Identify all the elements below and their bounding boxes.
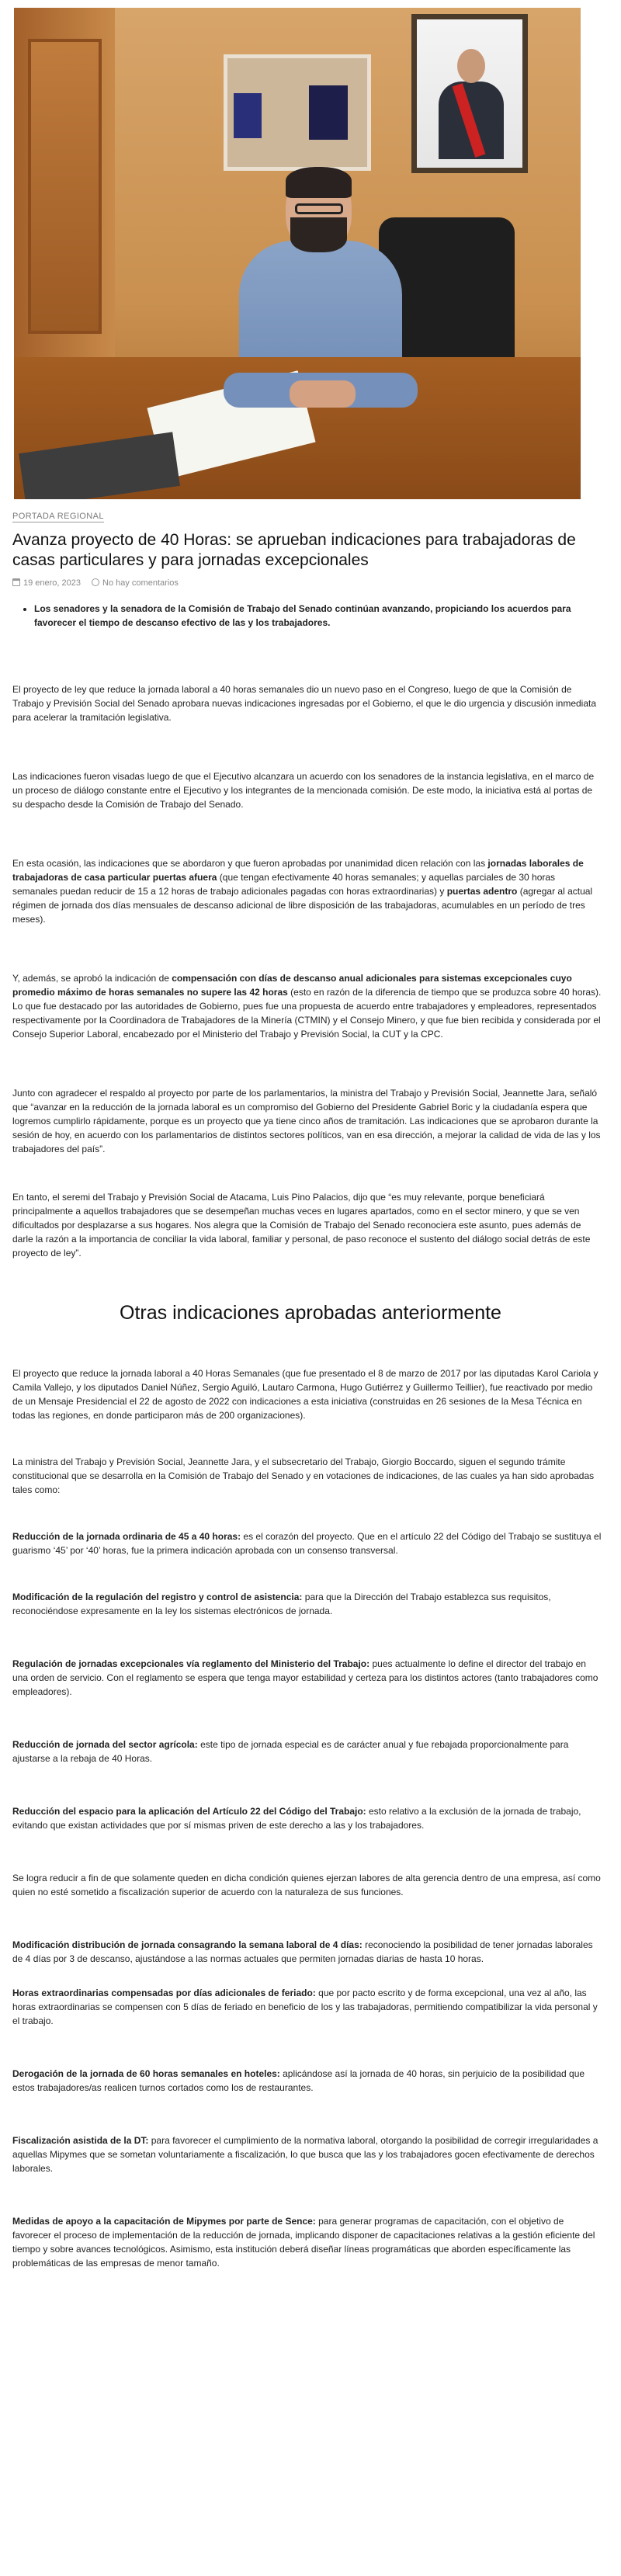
- paragraph: Regulación de jornadas excepcionales vía reglamento del Ministerio del Trabajo: pues actualmente lo define el director del trabajo en una orden de servicio. Con el reglamento se espera que tenga mayor estabilidad y certeza para los distintos actores (tanto trabajadores como empleadores).: [12, 1658, 598, 1697]
- summary-bullets: [34, 602, 593, 630]
- paragraph: Y, además, se aprobó la indicación de compensación con días de descanso anual adicionales para sistemas excepcionales cuyo promedio máximo de horas semanales no supere las 42 horas (esto en razón de la diferencia de tiempo que se produzca sobre 40 horas). Lo que fue destacado por las autoridades de Gobierno, pues fue una propuesta de acuerdo entre trabajadores y empleadores, representados respectivamente por la Coordinadora de Trabajadores de la Minería (CTMIN) y el Consejo Minero, y que fue bien recibida y considerada por el Consejo Superior Laboral, encabezado por el Ministerio del Trabajo y Previsión Social, la CUT y la CPC.: [12, 973, 602, 1040]
- paragraph: Modificación distribución de jornada consagrando la semana laboral de 4 días: reconociendo la posibilidad de tener jornadas laborales de 4 días por 3 de descanso, ajustándose a las normas actuales que permiten jornadas diarias de hasta 10 horas.: [12, 1939, 593, 1964]
- paragraph: Derogación de la jornada de 60 horas semanales en hoteles: aplicándose así la jornada de 40 horas, sin perjuicio de la posibilidad que estos trabajadores/as realicen turnos cortados como los de restaurantes.: [12, 2068, 585, 2093]
- comment-icon: [92, 578, 99, 586]
- paragraph: Las indicaciones fueron visadas luego de que el Ejecutivo alcanzara un acuerdo con los senadores de la instancia legislativa, en el marco de un proceso de diálogo constante entre el Ejecutivo y los integrantes de la mencionada comisión. De este modo, la iniciativa está al portas de su despacho desde la Comisión de Trabajo del Senado.: [12, 771, 595, 810]
- portrait-frame: [411, 14, 528, 173]
- paragraph: Reducción del espacio para la aplicación del Artículo 22 del Código del Trabajo: esto relativo a la exclusión de la jornada de trabajo, evitando que existan actividades que por sí mismas priven de este derecho a las y los trabajadores.: [12, 1806, 581, 1831]
- category-link[interactable]: PORTADA REGIONAL: [12, 512, 104, 521]
- comments-count: No hay comentarios: [102, 578, 179, 588]
- date-meta: [12, 578, 81, 588]
- paragraph: Horas extraordinarias compensadas por días adicionales de feriado: que por pacto escrito y de forma excepcional, una vez al año, las horas extraordinarias se compensen con 5 días de feriado en beneficio de los y las trabajadoras, permitiendo compatibilizar la vida personal y el trabajo.: [12, 1988, 598, 2026]
- comments-link[interactable]: [92, 578, 179, 588]
- paragraph: El proyecto que reduce la jornada laboral a 40 Horas Semanales (que fue presentado el 8 de marzo de 2017 por las diputadas Karol Cariola y Camila Vallejo, y los diputados Daniel Núñez, Sergio Aguiló, Lautaro Carmona, Hugo Gutiérrez y Guillermo Teillier), fue reactivado por medio de un Mensaje Presidencial el 22 de agosto de 2022 con indicaciones a esta iniciativa (construidas en 26 sesiones de la Mesa Técnica en todas las regiones, en donde participaron más de 200 organizaciones).: [12, 1368, 598, 1421]
- section-title: Otras indicaciones aprobadas anteriormente: [120, 1302, 501, 1324]
- paragraph: En esta ocasión, las indicaciones que se abordaron y que fueron aprobadas por unanimidad dicen relación con las jornadas laborales de trabajadoras de casa particular puertas afuera (que tengan efectivamente 40 horas semanales; y aquellas parciales de 30 horas semanales puedan reducir de 15 a 12 horas de trabajo adicionales pagadas con horas extraordinarias) y puertas adentro (agregar al actual régimen de jornada dos días mensuales de descanso adicional de libre disposición de las trabajadoras, acumulables en un período de tres meses).: [12, 858, 593, 925]
- paragraph: La ministra del Trabajo y Previsión Social, Jeannette Jara, y el subsecretario del Trabajo, Giorgio Boccardo, siguen el segundo trámite constitucional que se desarrolla en la Comisión de Trabajo del Senado y en votaciones de indicaciones, de las cuales ya han sido aprobadas tales como:: [12, 1456, 595, 1495]
- article-date: 19 enero, 2023: [23, 578, 82, 588]
- paragraph: Fiscalización asistida de la DT: para favorecer el cumplimiento de la normativa laboral, otorgando la posibilidad de corregir irregularidades a aquellas Mipymes que se sometan voluntariamente a fiscalización, lo que busca que las y los trabajadores gocen efectivamente de derechos laborales.: [12, 2135, 598, 2174]
- article-meta: [12, 578, 609, 588]
- summary-bullet: • Los senadores y la senadora de la Comisión de Trabajo del Senado continúan avanzando, propiciando los acuerdos para favorecer el tiempo de descanso efectivo de las y los trabajadores.: [34, 602, 593, 630]
- calendar-icon: [12, 578, 20, 586]
- paragraph: En tanto, el seremi del Trabajo y Previsión Social de Atacama, Luis Pino Palacios, dijo que “es muy relevante, porque beneficiará principalmente a aquellos trabajadores que se desempeñan muchas veces en lugares apartados, como en el sector minero, y que se ven dificultados por desplazarse a sus hogares. Nos alegra que la Comisión de Trabajo del Senado reconociera este asunto, pues además de darle la razón a la importancia de conciliar la vida laboral, familiar y personal, de paso reconoce el sustento del diálogo social detrás de este proyecto de ley”.: [12, 1192, 591, 1258]
- paragraph: Reducción de jornada del sector agrícola: este tipo de jornada especial es de carácter anual y fue rebajada proporcionalmente para ajustarse a la rebaja de 40 Horas.: [12, 1739, 569, 1764]
- paragraph: Modificación de la regulación del registro y control de asistencia: para que la Dirección del Trabajo establezca sus requisitos, reconociéndose expresamente en la ley los sistemas electrónicos de jornada.: [12, 1592, 551, 1616]
- hero-photo: [14, 8, 581, 499]
- paragraph: Se logra reducir a fin de que solamente queden en dicha condición quienes ejerzan labores de alta gerencia dentro de una empresa, así como quien no esté sometido a fiscalización superior de acuerdo con la naturaleza de sus funciones.: [12, 1873, 601, 1897]
- paragraph: Reducción de la jornada ordinaria de 45 a 40 horas: es el corazón del proyecto. Que en el artículo 22 del Código del Trabajo se sustituya el guarismo ‘45’ por ‘40’ horas, fue la primera indicación aprobada con un consenso transversal.: [12, 1531, 602, 1556]
- paragraph: El proyecto de ley que reduce la jornada laboral a 40 horas semanales dio un nuevo paso en el Congreso, luego de que la Comisión de Trabajo y Previsión Social del Senado aprobara nuevas indicaciones ingresadas por el Gobierno, el que le dio urgencia y discusión inmediata para acelerar la tramitación legislativa.: [12, 684, 597, 723]
- paragraph: Junto con agradecer el respaldo al proyecto por parte de los parlamentarios, la ministra del Trabajo y Previsión Social, Jeannette Jara, señaló que “avanzar en la reducción de la jornada laboral es un compromiso del Gobierno del Presidente Gabriel Boric y la ciudadanía espera que logremos cumplirlo rápidamente, porque es un proyecto que ya tiene cinco años de tramitación. Las indicaciones que se aprobaron durante la sesión de hoy, en acuerdo con los parlamentarios de distintos sectores políticos, van en esa dirección, a mejorar la calidad de vida de las y los trabajadores del país”.: [12, 1088, 601, 1154]
- article-title: Avanza proyecto de 40 Horas: se aprueban indicaciones para trabajadoras de casas particulares y para jornadas excepcionales: [12, 531, 576, 569]
- paragraph: Medidas de apoyo a la capacitación de Mipymes por parte de Sence: para generar programas de capacitación, con el objetivo de favorecer el proceso de implementación de la reducción de jornada, implicando disponer de capacitaciones relativas a la gestión eficiente del tiempo y sobre avances tecnológicos. Asimismo, esta institución deberá diseñar líneas programáticas que aborden específicamente las problemáticas de las empresas de menor tamaño.: [12, 2216, 595, 2269]
